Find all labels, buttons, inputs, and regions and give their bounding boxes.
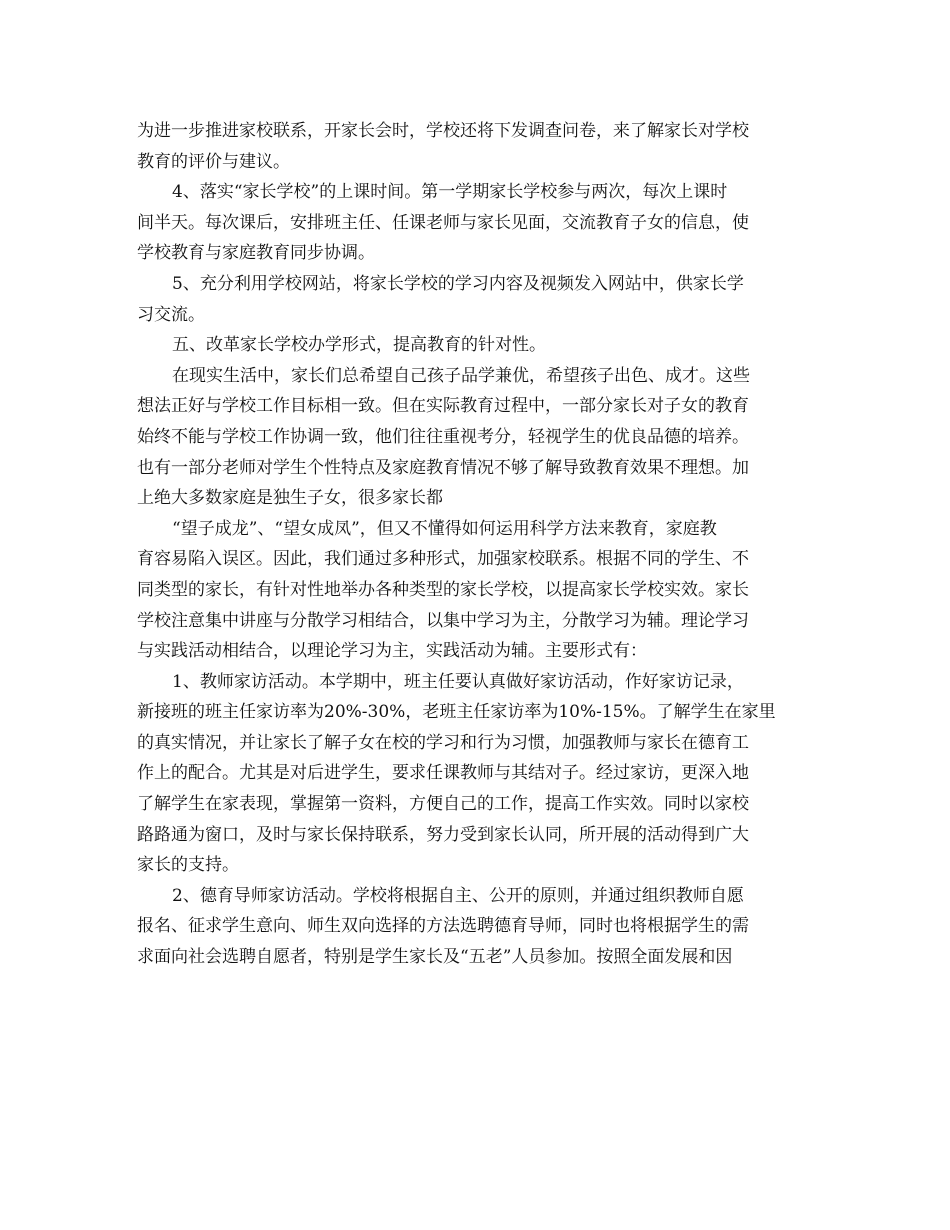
text-line: “望子成龙”、“望女成凤”，但又不懂得如何运用科学方法来教育，家庭教 bbox=[172, 518, 717, 539]
text-line: 路路通为窗口，及时与家长保持联系，努力受到家长认同，所开展的活动得到广大 bbox=[137, 824, 749, 845]
text-line: 了解学生在家表现，掌握第一资料，方便自己的工作，提高工作实效。同时以家校 bbox=[137, 794, 749, 815]
text-line: 上绝大多数家庭是独生子女，很多家长都 bbox=[137, 488, 443, 509]
text-line: 始终不能与学校工作协调一致，他们往往重视考分，轻视学生的优良品德的培养。 bbox=[137, 426, 749, 447]
text-line: 习交流。 bbox=[137, 304, 205, 325]
text-line: 也有一部分老师对学生个性特点及家庭教育情况不够了解导致教育效果不理想。加 bbox=[137, 457, 749, 478]
text-line: 家长的支持。 bbox=[137, 855, 239, 876]
text-line: 4、落实“家长学校”的上课时间。第一学期家长学校参与两次，每次上课时 bbox=[172, 182, 728, 203]
text-line: 教育的评价与建议。 bbox=[137, 151, 290, 172]
section-heading: 五、改革家长学校办学形式，提高教育的针对性。 bbox=[172, 335, 546, 356]
text-line: 想法正好与学校工作目标相一致。但在实际教育过程中，一部分家长对子女的教育 bbox=[137, 396, 749, 417]
text-line: 学校教育与家庭教育同步协调。 bbox=[137, 243, 375, 264]
text-line: 在现实生活中，家长们总希望自己孩子品学兼优，希望孩子出色、成才。这些 bbox=[172, 365, 750, 386]
document-body bbox=[137, 116, 819, 973]
text-line: 1、教师家访活动。本学期中，班主任要认真做好家访活动，作好家访记录， bbox=[172, 671, 744, 692]
text-line: 报名、征求学生意向、师生双向选择的方法选聘德育导师，同时也将根据学生的需 bbox=[137, 916, 749, 937]
text-line: 同类型的家长，有针对性地举办各种类型的家长学校，以提高家长学校实效。家长 bbox=[137, 579, 749, 600]
text-line: 与实践活动相结合，以理论学习为主，实践活动为辅。主要形式有： bbox=[137, 641, 647, 662]
text-line: 5、充分利用学校网站，将家长学校的学习内容及视频发入网站中，供家长学 bbox=[172, 273, 744, 294]
text-line: 新接班的班主任家访率为20%-30%，老班主任家访率为10%-15%。了解学生在家里 bbox=[137, 702, 776, 723]
text-line: 作上的配合。尤其是对后进学生，要求任课教师与其结对子。经过家访，更深入地 bbox=[137, 763, 749, 784]
text-line: 求面向社会选聘自愿者，特别是学生家长及“五老”人员参加。按照全面发展和因 bbox=[137, 947, 733, 968]
text-line: 为进一步推进家校联系，开家长会时，学校还将下发调查问卷，来了解家长对学校 bbox=[137, 121, 749, 141]
text-line: 2、德育导师家访活动。学校将根据自主、公开的原则，并通过组织教师自愿 bbox=[172, 885, 744, 906]
text-line: 间半天。每次课后，安排班主任、任课老师与家长见面，交流教育子女的信息，使 bbox=[137, 212, 749, 233]
text-line: 的真实情况，并让家长了解子女在校的学习和行为习惯，加强教师与家长在德育工 bbox=[137, 732, 749, 753]
text-line: 育容易陷入误区。因此，我们通过多种形式，加强家校联系。根据不同的学生、不 bbox=[137, 549, 749, 570]
text-line: 学校注意集中讲座与分散学习相结合，以集中学习为主，分散学习为辅。理论学习 bbox=[137, 610, 749, 631]
